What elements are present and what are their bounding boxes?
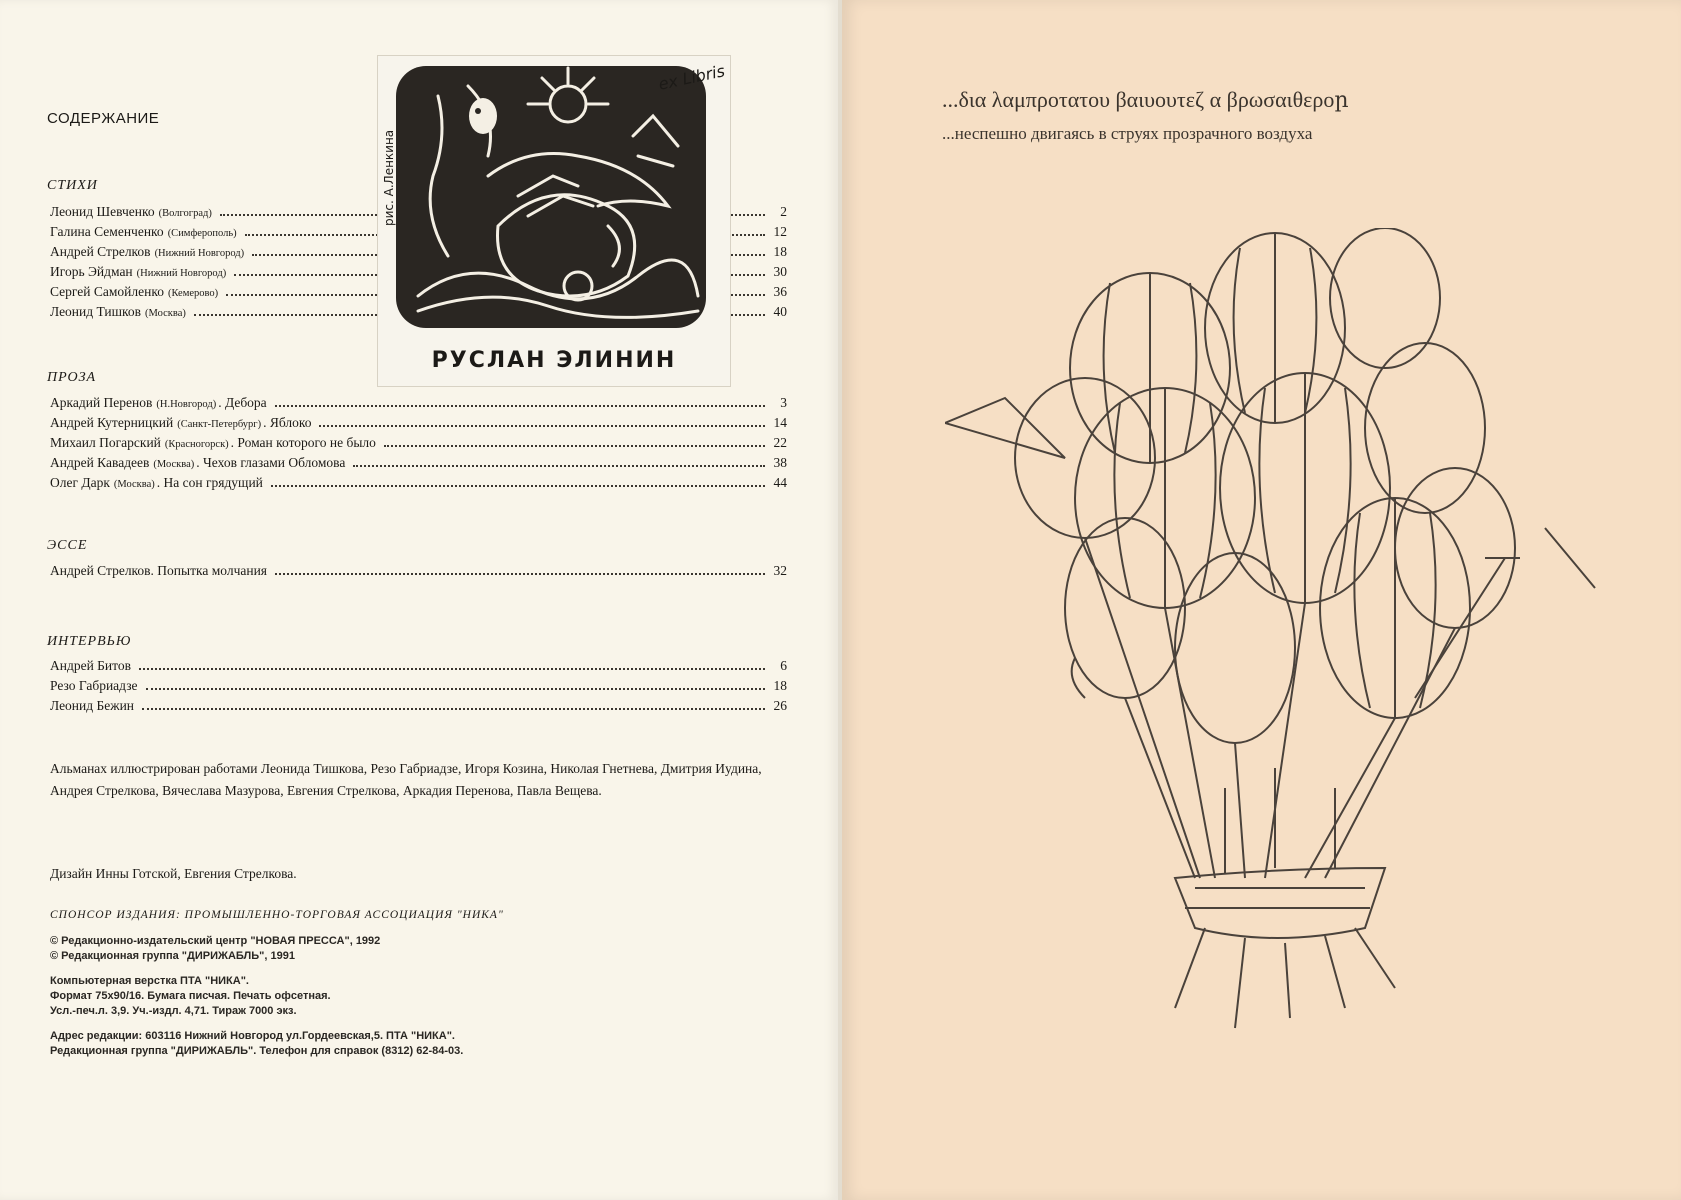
toc-author: Леонид Тишков (50, 304, 142, 319)
toc-page-number: 2 (780, 204, 787, 219)
exlibris-stamp (377, 55, 731, 387)
toc-city: (Нижний Новгород) (154, 248, 245, 259)
copyright-line: © Редакционная группа "ДИРИЖАБЛЬ", 1991 (50, 950, 295, 962)
toc-page-number: 14 (773, 415, 787, 430)
toc-row[interactable] (50, 475, 787, 495)
toc-page-number: 44 (773, 475, 787, 490)
toc-title: СОДЕРЖАНИЕ (47, 110, 160, 127)
illustrators-credits: Альманах иллюстрирован работами Леонида Тишкова, Резо Габриадзе, Игоря Козина, Николая Гнетнева, Дмитрия Иудина, Андрея Стрелкова, Вячеслава Мазурова, Евгения Стрелкова, Аркадия Перенова, Павла Вещева. (50, 761, 762, 798)
toc-city: (Москва) (153, 459, 195, 470)
address-line: Редакционная группа "ДИРИЖАБЛЬ". Телефон для справок (8312) 62-84-03. (50, 1045, 464, 1057)
toc-city: (Санкт-Петербург) (177, 419, 262, 430)
section-title-interviews: ИНТЕРВЬЮ (47, 634, 132, 649)
toc-city: (Кемерово) (167, 288, 219, 299)
toc-work: . Яблоко (263, 415, 312, 430)
toc-leader (384, 445, 765, 447)
toc-leader (142, 708, 765, 710)
print-info-line: Усл.-печ.л. 3,9. Уч.-издл. 4,71. Тираж 7000 экз. (50, 1005, 297, 1017)
toc-row[interactable] (50, 435, 787, 455)
toc-author: Резо Габриадзе (50, 678, 138, 693)
toc-page-number: 18 (773, 678, 787, 693)
address-line: Адрес редакции: 603116 Нижний Новгород ул.Гордеевская,5. ПТА "НИКА". (50, 1030, 455, 1042)
toc-row[interactable] (50, 563, 787, 583)
toc-page-number: 6 (780, 658, 787, 673)
toc-author: Андрей Битов (50, 658, 132, 673)
toc-list-prose (50, 395, 787, 495)
toc-author: Игорь Эйдман (50, 264, 133, 279)
toc-work: . Чехов глазами Обломова (196, 455, 346, 470)
toc-city: (Нижний Новгород) (136, 268, 227, 279)
toc-row[interactable] (50, 678, 787, 698)
left-page (0, 0, 838, 1200)
design-credits: Дизайн Инны Готской, Евгения Стрелкова. (50, 866, 297, 881)
toc-row[interactable] (50, 455, 787, 475)
airship-balloons-illustration (945, 228, 1625, 1063)
toc-author: Леонид Бежин (50, 698, 135, 713)
copyright-line: © Редакционно-издательский центр "НОВАЯ ПРЕССА", 1992 (50, 935, 381, 947)
toc-city: (Красногорск) (164, 439, 229, 450)
toc-list-essay (50, 563, 787, 583)
toc-city: (Симферополь) (167, 228, 237, 239)
airship-balloons-icon (945, 228, 1625, 1058)
toc-page-number: 26 (773, 698, 787, 713)
toc-author: Андрей Кутерницкий (50, 415, 174, 430)
exlibris-artist: рис. А.Ленкина (382, 129, 396, 226)
section-title-essay: ЭССЕ (47, 538, 88, 553)
toc-leader (353, 465, 765, 467)
toc-row[interactable] (50, 698, 787, 718)
toc-page-number: 36 (773, 284, 787, 299)
toc-work: . Дебора (218, 395, 267, 410)
exlibris-mark: ex Libris (656, 61, 727, 94)
toc-author: Андрей Стрелков. Попытка молчания (50, 563, 268, 578)
toc-work: . На сон грядущий (156, 475, 263, 490)
toc-author: Михаил Погарский (50, 435, 161, 450)
toc-leader (319, 425, 765, 427)
toc-leader (271, 485, 765, 487)
sponsor-line: СПОНСОР ИЗДАНИЯ: ПРОМЫШЛЕННО-ТОРГОВАЯ АССОЦИАЦИЯ "НИКА" (50, 909, 504, 921)
epigraph-russian: ...неспешно двигаясь в струях прозрачного воздуха (942, 124, 1313, 143)
toc-author: Леонид Шевченко (50, 204, 155, 219)
toc-list-interviews (50, 658, 787, 718)
toc-city: (Н.Новгород) (156, 399, 217, 410)
toc-leader (146, 688, 765, 690)
toc-row[interactable] (50, 658, 787, 678)
toc-author: Галина Семенченко (50, 224, 164, 239)
toc-author: Андрей Кавадеев (50, 455, 150, 470)
toc-author: Олег Дарк (50, 475, 110, 490)
toc-city: (Волгоград) (158, 208, 212, 219)
toc-page-number: 12 (773, 224, 787, 239)
toc-leader (139, 668, 765, 670)
toc-page-number: 38 (773, 455, 787, 470)
toc-page-number: 30 (773, 264, 787, 279)
toc-city: (Москва) (145, 308, 186, 319)
section-title-prose: ПРОЗА (47, 370, 97, 385)
toc-author: Сергей Самойленко (50, 284, 164, 299)
section-title-poems: СТИХИ (47, 178, 98, 193)
toc-page-number: 18 (773, 244, 787, 259)
print-info-line: Формат 75х90/16. Бумага писчая. Печать офсетная. (50, 990, 331, 1002)
toc-city: (Москва) (113, 479, 155, 490)
toc-author: Андрей Стрелков (50, 244, 151, 259)
toc-row[interactable] (50, 395, 787, 415)
toc-page-number: 32 (773, 563, 787, 578)
toc-row[interactable] (50, 415, 787, 435)
toc-leader (275, 405, 765, 407)
toc-author: Аркадий Перенов (50, 395, 153, 410)
exlibris-owner: РУСЛАН ЭЛИНИН (431, 348, 677, 373)
print-info-line: Компьютерная верстка ПТА "НИКА". (50, 975, 249, 987)
toc-page-number: 40 (773, 304, 787, 319)
toc-page-number: 3 (780, 395, 787, 410)
toc-work: . Роман которого не было (230, 435, 376, 450)
epigraph-greek: ...δια λαμπροτατου βαιυουτεζ α βρωσαιθεροր (942, 87, 1349, 112)
toc-page-number: 22 (773, 435, 787, 450)
exlibris-engraving-icon (378, 56, 730, 386)
toc-leader (275, 573, 765, 575)
